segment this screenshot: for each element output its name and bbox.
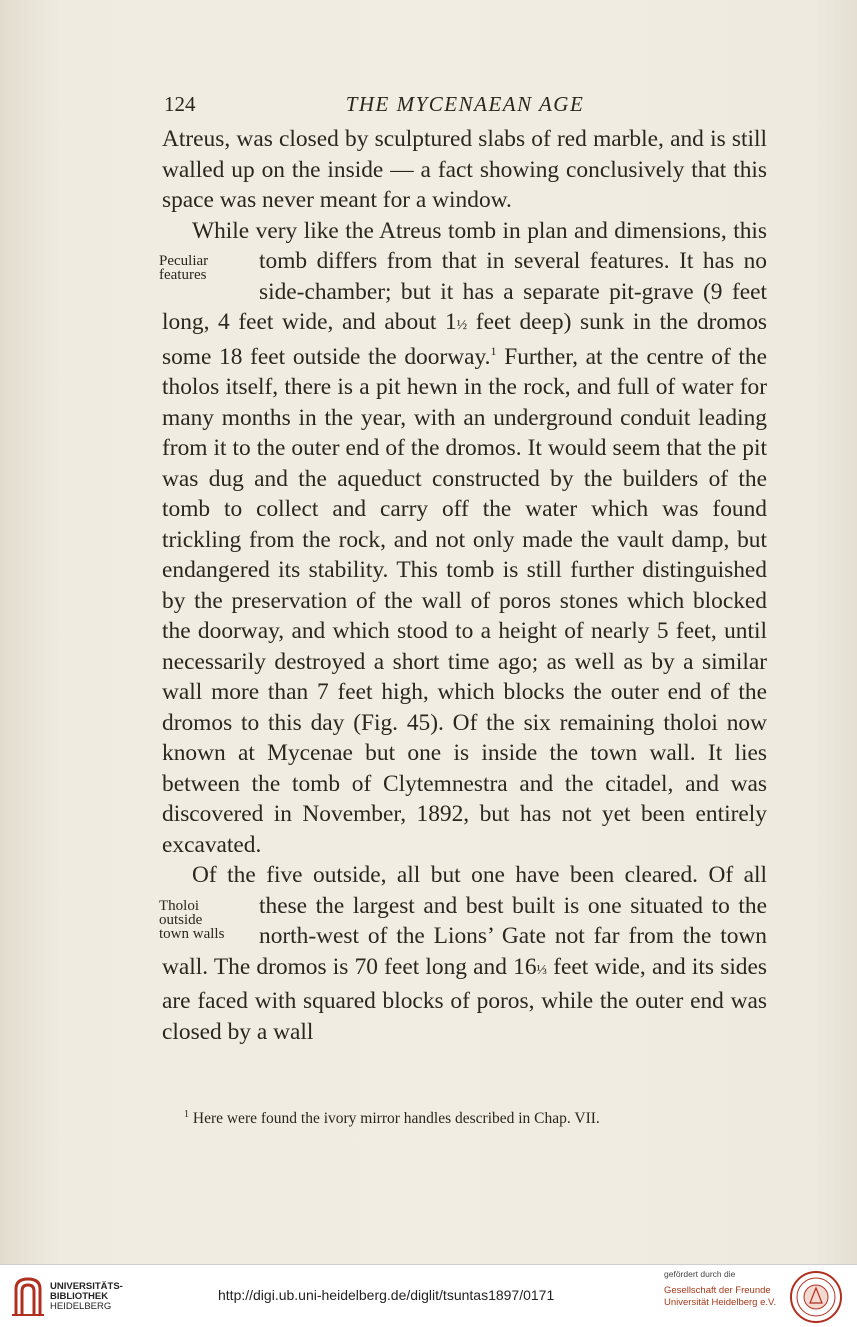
footnote-reference: 1	[490, 343, 497, 358]
footnote-text: Here were found the ivory mirror handles described in Chap. VII.	[189, 1110, 600, 1127]
library-name: UNIVERSITÄTS- BIBLIOTHEK HEIDELBERG	[50, 1281, 123, 1312]
viewer-footer	[0, 1264, 857, 1327]
sponsor-label: gefördert durch die	[664, 1269, 736, 1279]
paragraph-1: Atreus, was closed by sculptured slabs of red marble, and is still walled up on the inside — a fact showing conclusively that this space was never meant for a window.	[162, 126, 767, 213]
fraction: ⅓	[536, 962, 548, 978]
page-number: 124	[164, 92, 196, 116]
footnote	[162, 1110, 762, 1128]
footnote-marker: 1	[184, 1108, 189, 1120]
paragraph-2: While very like the Atreus tomb in plan and dimensions, this tomb differs from that in several features. It has no Peculiar features side-chamber; but it has a separate pit-grave (9 feet long, 4 feet wide, and about 1½ feet deep) sunk in the dromos some 18 feet outside the doorway.$^1$ Further, at the centre of the tholos itself, there is a pit hewn in the rock, and full of water for many months in the year, with an underground conduit leading from it to the outer end of the dromos. It would seem that the pit was dug and the aqueduct constructed by the builders of the tomb to collect and carry off the water which was found trickling from the rock, and not only made the vault damp, but endangered its stability. This tomb is still further distinguished by the preservation of the wall of poros stones which blocked the doorway, and which stood to a height of nearly 5 feet, until necessarily destroyed a short time ago; as well as by a similar wall more than 7 feet high, which blocks the outer end of the dromos to this day (Fig. 45). Of the six remaining tholoi now known at Mycenae but one is inside the town wall. It lies between the tomb of Clytemnestra and the citadel, and was discovered in November, 1892, but has not yet been entirely excavated.	[159, 217, 768, 858]
paragraph-3: Of the five outside, all but one have been cleared. Of all these the largest and best built is one situated to the Tholoi outside town walls north-west of the Lions’ Gate not far from the town wall. The dromos is 70 feet long and 16⅓ feet wide, and its sides are faced with squared blocks of poros, while the outer end was closed by a wall	[159, 862, 767, 1045]
sponsor-name: Gesellschaft der Freunde Universität Heidelberg e.V.	[664, 1285, 777, 1308]
marginal-note-tholoi: Tholoi outside town walls	[159, 897, 225, 942]
running-title: THE MYCENAEAN AGE	[345, 92, 585, 116]
body-text	[159, 124, 768, 1047]
permalink-url[interactable]: http://digi.ub.uni-heidelberg.de/diglit/tsuntas1897/0171	[218, 1287, 555, 1303]
running-header	[160, 92, 770, 122]
paragraph-3-lead: Of the five outside, all but one have been cleared. Of all these the largest and best built is one situated to the	[192, 862, 767, 919]
university-library-logo-icon	[10, 1275, 46, 1317]
paragraph-2-lead: While very like the Atreus tomb in plan and dimensions, this tomb differs from that in several features. It has no	[192, 217, 767, 274]
seal-icon	[789, 1270, 843, 1324]
fraction: ½	[456, 318, 468, 333]
marginal-note-peculiar-features: Peculiar features	[159, 253, 209, 283]
